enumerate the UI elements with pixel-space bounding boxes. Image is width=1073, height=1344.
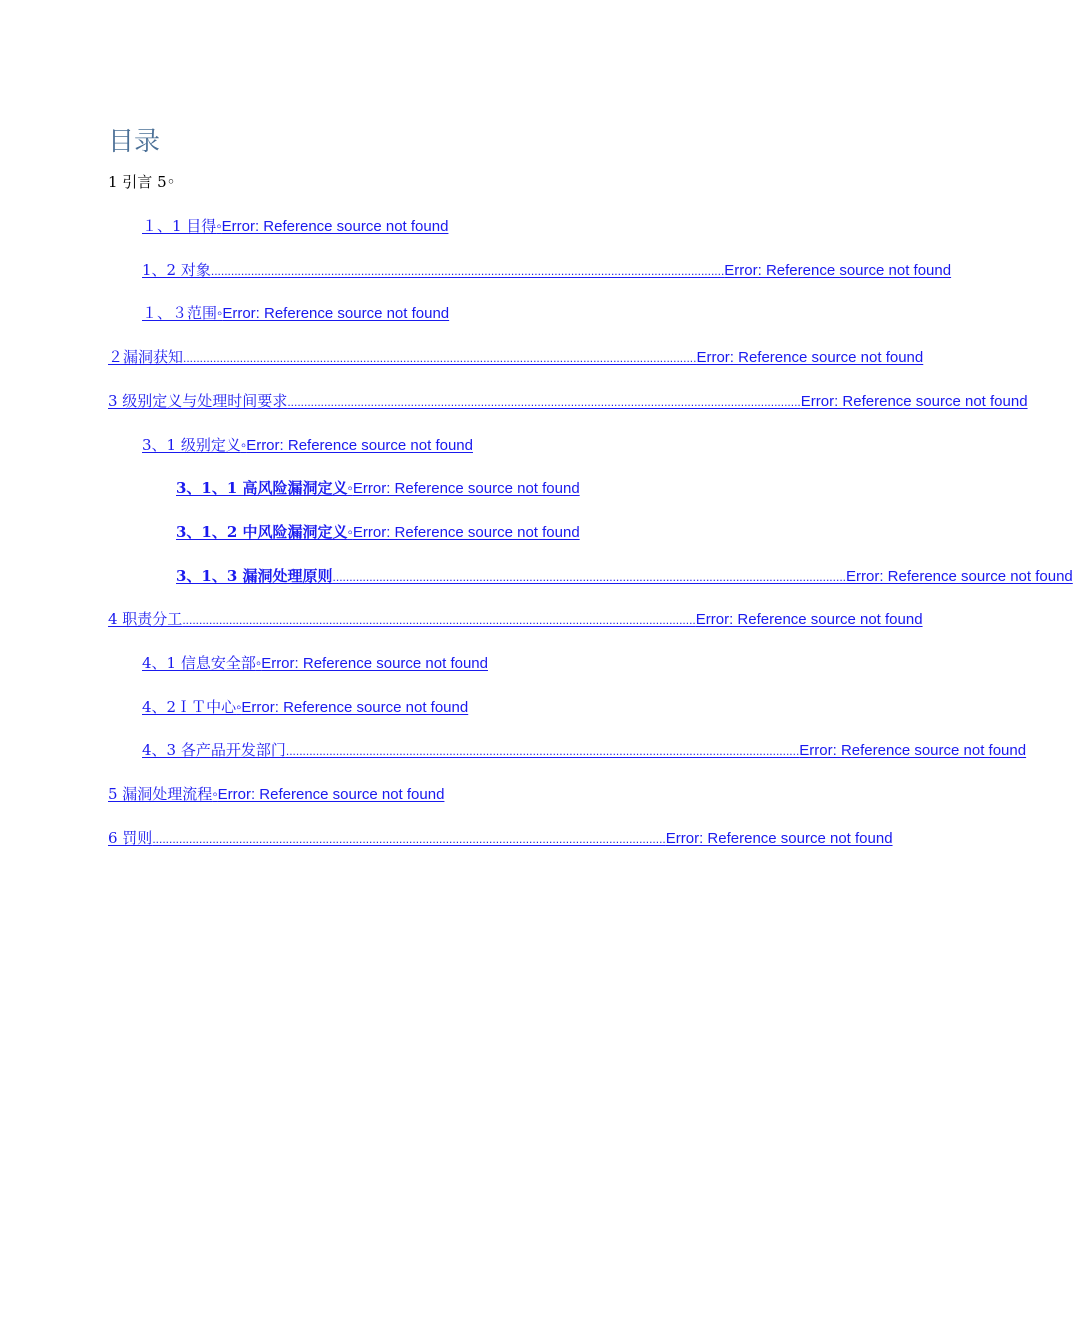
toc-entry-label: 6 罚则 bbox=[108, 829, 153, 847]
toc-page-reference: Error: Reference source not found bbox=[352, 524, 580, 541]
toc-separator: ◦ bbox=[255, 655, 262, 672]
toc-entry-4[interactable] bbox=[108, 346, 924, 368]
toc-page-reference: Error: Reference source not found bbox=[665, 830, 893, 847]
toc-page-reference: Error: Reference source not found bbox=[352, 480, 580, 497]
toc-dot-leader: .......................................................................................................................................................... bbox=[182, 613, 696, 627]
toc-entry-12[interactable] bbox=[142, 696, 468, 718]
toc-entry-label: 3、1、1 高风险漏洞定义 bbox=[176, 479, 348, 497]
toc-entry-label: １、1 目得 bbox=[142, 217, 217, 235]
toc-entry-11[interactable] bbox=[142, 652, 488, 674]
toc-entry-10[interactable] bbox=[108, 608, 923, 630]
toc-entry-9[interactable] bbox=[176, 565, 1073, 587]
toc-entry-label: 3、1、3 漏洞处理原则 bbox=[176, 567, 333, 585]
toc-page-reference: Error: Reference source not found bbox=[696, 349, 924, 366]
toc-entry-label: 3、1、2 中风险漏洞定义 bbox=[176, 523, 348, 541]
toc-page-reference: Error: Reference source not found bbox=[241, 699, 469, 716]
toc-entry-2[interactable] bbox=[142, 259, 952, 281]
toc-separator: ◦ bbox=[240, 437, 247, 454]
toc-separator: ◦ bbox=[217, 305, 223, 322]
toc-separator: ◦ bbox=[212, 786, 218, 803]
toc-dot-leader: .......................................................................................................................................................... bbox=[152, 832, 666, 846]
toc-page-reference: Error: Reference source not found bbox=[695, 611, 923, 628]
toc-entry-label: 5 漏洞处理流程 bbox=[108, 785, 213, 803]
toc-dot-leader: .......................................................................................................................................................... bbox=[332, 570, 846, 584]
toc-page-reference: Error: Reference source not found bbox=[222, 305, 450, 322]
toc-dot-leader: .......................................................................................................................................................... bbox=[183, 351, 697, 365]
toc-entry-label: 4 职责分工 bbox=[108, 610, 183, 628]
toc-page-reference: Error: Reference source not found bbox=[799, 742, 1027, 759]
toc-dot-leader: .......................................................................................................................................................... bbox=[287, 395, 801, 409]
toc-entry-label: 1、2 对象 bbox=[142, 261, 211, 279]
toc-page-reference: Error: Reference source not found bbox=[261, 655, 488, 672]
toc-entry-3[interactable] bbox=[142, 302, 449, 324]
toc-entry-7[interactable] bbox=[176, 477, 580, 499]
toc-dot-leader: .......................................................................................................................................................... bbox=[285, 744, 800, 758]
toc-entry-8[interactable] bbox=[176, 521, 580, 543]
toc-entry-1[interactable] bbox=[142, 215, 448, 237]
toc-entry-label: １、３范围 bbox=[142, 304, 218, 322]
toc-dot-leader: .......................................................................................................................................................... bbox=[210, 264, 725, 278]
toc-title: 目录 bbox=[108, 127, 161, 157]
toc-separator: ◦ bbox=[216, 218, 222, 235]
toc-entry-15[interactable] bbox=[108, 827, 893, 849]
toc-page-reference: Error: Reference source not found bbox=[845, 568, 1073, 585]
toc-entry-label: 4、3 各产品开发部门 bbox=[142, 741, 286, 759]
toc-entry-14[interactable] bbox=[108, 783, 444, 805]
toc-page-reference: Error: Reference source not found bbox=[221, 218, 449, 235]
toc-entry-6[interactable] bbox=[142, 434, 473, 456]
toc-separator: ◦ bbox=[347, 480, 353, 497]
toc-page-reference: Error: Reference source not found bbox=[724, 262, 952, 279]
toc-entry-label: 3、1 级别定义 bbox=[142, 436, 241, 454]
toc-entry-label: 4、1 信息安全部 bbox=[142, 654, 256, 672]
toc-entry-label: 4、2ＩＴ中心 bbox=[142, 698, 237, 716]
toc-separator: ◦ bbox=[347, 524, 353, 541]
toc-page-reference: Error: Reference source not found bbox=[246, 437, 473, 454]
toc-separator: ◦ bbox=[236, 699, 242, 716]
toc-entry-13[interactable] bbox=[142, 739, 1027, 761]
toc-page-reference: Error: Reference source not found bbox=[217, 786, 445, 803]
toc-entry-5[interactable] bbox=[108, 390, 1028, 412]
toc-intro-entry: 1 引言 5◦ bbox=[108, 173, 176, 191]
toc-entry-label: 3 级别定义与处理时间要求 bbox=[108, 392, 288, 410]
toc-page-reference: Error: Reference source not found bbox=[800, 393, 1028, 410]
toc-entry-label: ２漏洞获知 bbox=[108, 348, 184, 366]
